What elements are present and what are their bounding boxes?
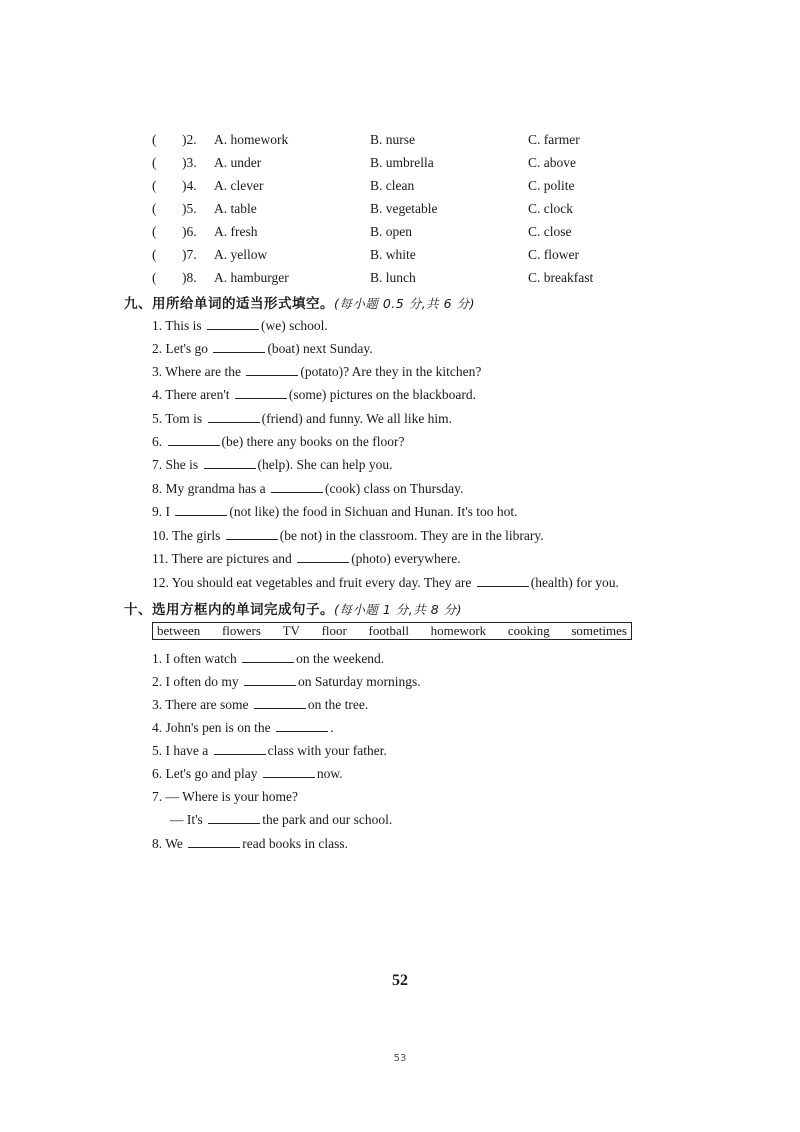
item-text-pre: 6. Let's go and play bbox=[152, 766, 258, 781]
answer-blank[interactable] bbox=[242, 650, 294, 663]
list-item bbox=[152, 363, 481, 381]
item-text-post: (boat) next Sunday. bbox=[267, 341, 373, 356]
option-c: C. above bbox=[528, 155, 576, 170]
item-text-post: . bbox=[330, 720, 334, 735]
item-text-pre: 4. There aren't bbox=[152, 387, 230, 402]
item-text-post: the park and our school. bbox=[262, 812, 393, 827]
option-a: A. under bbox=[214, 155, 262, 170]
item-text-post: read books in class. bbox=[242, 836, 349, 851]
question-number: )5. bbox=[182, 201, 197, 216]
answer-paren-open[interactable]: ( bbox=[152, 201, 157, 216]
word-bank-word: TV bbox=[282, 623, 300, 638]
section-10-heading bbox=[124, 598, 462, 618]
list-item bbox=[152, 480, 463, 498]
list-item bbox=[152, 673, 421, 691]
option-b: B. vegetable bbox=[370, 201, 438, 216]
word-bank-word: football bbox=[368, 623, 409, 638]
question-number: )4. bbox=[182, 178, 197, 193]
answer-paren-open[interactable]: ( bbox=[152, 247, 157, 262]
option-c: C. clock bbox=[528, 201, 573, 216]
list-item bbox=[152, 719, 333, 737]
answer-blank[interactable] bbox=[204, 456, 256, 469]
question-number: )7. bbox=[182, 247, 197, 262]
choice-item bbox=[152, 177, 622, 195]
page-number: 52 bbox=[392, 972, 408, 989]
item-text-pre: 8. We bbox=[152, 836, 183, 851]
section-10-title: 十、选用方框内的单词完成句子。 bbox=[124, 602, 334, 618]
section-9-title: 九、用所给单词的适当形式填空。 bbox=[124, 296, 334, 312]
option-a: A. hamburger bbox=[214, 270, 289, 285]
choice-item bbox=[152, 269, 622, 287]
answer-blank[interactable] bbox=[244, 673, 296, 686]
question-number: )6. bbox=[182, 224, 197, 239]
item-text-post: (we) school. bbox=[261, 318, 328, 333]
item-text-post: (be) there any books on the floor? bbox=[221, 434, 405, 449]
item-text-pre: 6. bbox=[152, 434, 163, 449]
answer-paren-open[interactable]: ( bbox=[152, 178, 157, 193]
option-a: A. clever bbox=[214, 178, 264, 193]
word-bank-word: cooking bbox=[507, 623, 550, 638]
item-text-post: now. bbox=[316, 766, 343, 781]
list-item bbox=[152, 527, 544, 545]
option-a: A. homework bbox=[214, 132, 289, 147]
item-text-pre: 4. John's pen is on the bbox=[152, 720, 271, 735]
option-a: A. yellow bbox=[214, 247, 268, 262]
answer-blank[interactable] bbox=[208, 410, 260, 423]
option-c: C. close bbox=[528, 224, 572, 239]
item-text-pre: 7. She is bbox=[152, 457, 199, 472]
list-item bbox=[152, 386, 476, 404]
answer-blank[interactable] bbox=[263, 765, 315, 778]
option-a: A. table bbox=[214, 201, 257, 216]
answer-blank[interactable] bbox=[214, 742, 266, 755]
list-item bbox=[152, 835, 348, 853]
option-a: A. fresh bbox=[214, 224, 258, 239]
answer-blank[interactable] bbox=[477, 574, 529, 587]
option-b: B. lunch bbox=[370, 270, 416, 285]
answer-blank[interactable] bbox=[213, 340, 265, 353]
word-bank-word: sometimes bbox=[571, 623, 627, 638]
word-bank-word: floor bbox=[321, 623, 347, 638]
list-item bbox=[152, 503, 518, 521]
item-text-pre: 8. My grandma has a bbox=[152, 481, 266, 496]
answer-blank[interactable] bbox=[271, 480, 323, 493]
item-text-post: on Saturday mornings. bbox=[298, 674, 421, 689]
item-text-pre: 2. Let's go bbox=[152, 341, 209, 356]
list-item bbox=[152, 456, 392, 474]
option-b: B. white bbox=[370, 247, 416, 262]
list-item bbox=[152, 696, 368, 714]
list-item bbox=[152, 410, 452, 428]
item-text-post: (not like) the food in Sichuan and Hunan. It's too hot. bbox=[229, 504, 518, 519]
word-bank-box bbox=[152, 622, 632, 640]
answer-blank[interactable] bbox=[297, 550, 349, 563]
section-9-note: (每小题 0.5 分,共 6 分) bbox=[334, 296, 475, 311]
item-text-post: (potato)? Are they in the kitchen? bbox=[300, 364, 482, 379]
item-text-pre: 3. There are some bbox=[152, 697, 249, 712]
list-item bbox=[152, 788, 298, 806]
folio-number: 53 bbox=[393, 1053, 407, 1064]
answer-blank[interactable] bbox=[254, 696, 306, 709]
option-b: B. umbrella bbox=[370, 155, 434, 170]
list-item bbox=[152, 574, 619, 592]
item-text-pre: 5. Tom is bbox=[152, 411, 203, 426]
item-text-pre: 5. I have a bbox=[152, 743, 209, 758]
answer-paren-open[interactable]: ( bbox=[152, 270, 157, 285]
choice-item bbox=[152, 131, 622, 149]
item-text-pre: 1. This is bbox=[152, 318, 202, 333]
option-b: B. open bbox=[370, 224, 412, 239]
option-c: C. flower bbox=[528, 247, 579, 262]
list-item bbox=[152, 317, 328, 335]
item-text-pre: 7. — Where is your home? bbox=[152, 789, 298, 804]
item-text-post: class with your father. bbox=[267, 743, 387, 758]
list-item bbox=[152, 650, 384, 668]
choice-item bbox=[152, 154, 622, 172]
word-bank-word: flowers bbox=[221, 623, 261, 638]
list-item bbox=[152, 550, 461, 568]
item-text-pre: 9. I bbox=[152, 504, 170, 519]
answer-blank[interactable] bbox=[168, 433, 220, 446]
section-10-note: (每小题 1 分,共 8 分) bbox=[334, 602, 463, 617]
item-text-post: on the tree. bbox=[307, 697, 369, 712]
option-c: C. farmer bbox=[528, 132, 580, 147]
item-text-post: (photo) everywhere. bbox=[351, 551, 461, 566]
option-b: B. nurse bbox=[370, 132, 415, 147]
list-item bbox=[152, 433, 404, 451]
item-text-post: (help). She can help you. bbox=[257, 457, 393, 472]
answer-blank[interactable] bbox=[188, 835, 240, 848]
answer-paren-open[interactable]: ( bbox=[152, 132, 157, 147]
word-bank-word: homework bbox=[430, 623, 487, 638]
list-item bbox=[152, 742, 387, 760]
answer-blank[interactable] bbox=[226, 527, 278, 540]
item-text-post: (health) for you. bbox=[530, 575, 619, 590]
item-text-post: (cook) class on Thursday. bbox=[324, 481, 464, 496]
item-text-post: on the weekend. bbox=[296, 651, 385, 666]
answer-blank[interactable] bbox=[246, 363, 298, 376]
item-text-post: (some) pictures on the blackboard. bbox=[288, 387, 476, 402]
answer-blank[interactable] bbox=[175, 503, 227, 516]
list-item bbox=[152, 340, 373, 358]
item-text-pre: 12. You should eat vegetables and fruit every day. They are bbox=[152, 575, 472, 590]
answer-paren-open[interactable]: ( bbox=[152, 224, 157, 239]
option-c: C. breakfast bbox=[528, 270, 594, 285]
list-item bbox=[152, 765, 343, 783]
question-number: )2. bbox=[182, 132, 197, 147]
choice-item bbox=[152, 200, 622, 218]
list-item bbox=[170, 811, 392, 829]
option-c: C. polite bbox=[528, 178, 575, 193]
item-text-pre: — It's bbox=[170, 812, 203, 827]
item-text-pre: 11. There are pictures and bbox=[152, 551, 292, 566]
answer-paren-open[interactable]: ( bbox=[152, 155, 157, 170]
answer-blank[interactable] bbox=[208, 811, 260, 824]
item-text-pre: 1. I often watch bbox=[152, 651, 237, 666]
question-number: )8. bbox=[182, 270, 197, 285]
item-text-post: (be not) in the classroom. They are in the library. bbox=[279, 528, 544, 543]
choice-item bbox=[152, 223, 622, 241]
item-text-pre: 3. Where are the bbox=[152, 364, 241, 379]
item-text-pre: 2. I often do my bbox=[152, 674, 239, 689]
section-9-heading bbox=[124, 292, 475, 312]
answer-blank[interactable] bbox=[235, 386, 287, 399]
option-b: B. clean bbox=[370, 178, 415, 193]
answer-blank[interactable] bbox=[276, 719, 328, 732]
item-text-pre: 10. The girls bbox=[152, 528, 221, 543]
item-text-post: (friend) and funny. We all like him. bbox=[261, 411, 453, 426]
word-bank-word: between bbox=[157, 623, 201, 638]
question-number: )3. bbox=[182, 155, 197, 170]
choice-item bbox=[152, 246, 622, 264]
answer-blank[interactable] bbox=[207, 317, 259, 330]
